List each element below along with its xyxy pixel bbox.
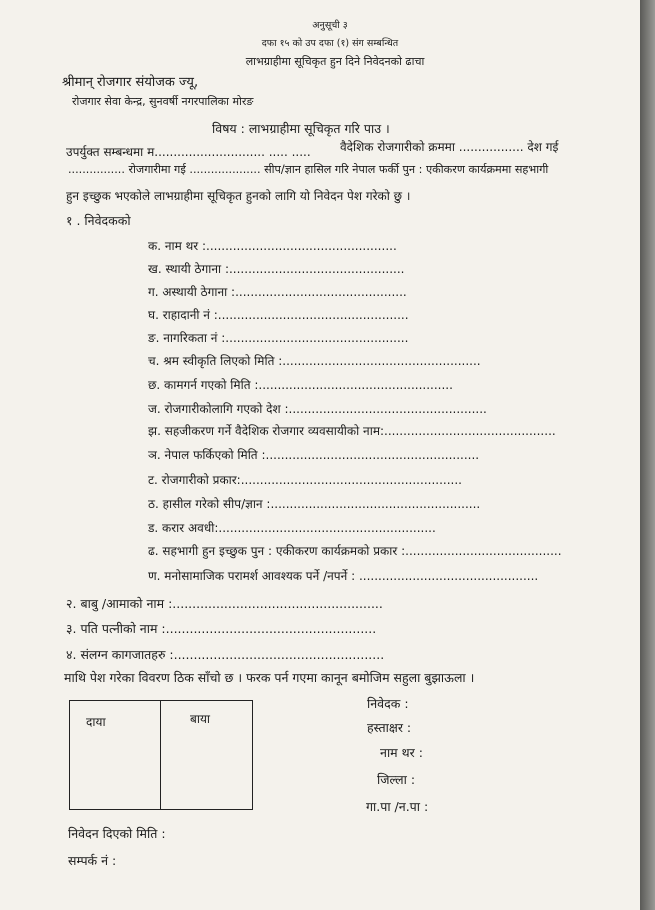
- application-date: निवेदन दिएको मिति :: [68, 826, 166, 841]
- body-line-2: ................ रोजगारीमा गई .................... सीप/ज्ञान हासिल गरि नेपाल फर्की पुन : एकीकरण कार्यक्रममा सहभागी: [68, 163, 549, 176]
- field-departure-date: छ. कामगर्न गएको मिति :...................................................: [148, 378, 453, 392]
- rule-reference: दफा १५ को उप दफा (१) संग सम्बन्धित: [261, 38, 399, 49]
- schedule-label: अनुसूची ३: [312, 20, 348, 31]
- section-1-title: १ . निवेदकको: [66, 213, 131, 228]
- field-permanent-address: ख. स्थायी ठेगाना :..............................................: [148, 262, 405, 276]
- section-4-attachments: ४. संलग्न कागजातहरु :.....................................................: [66, 647, 385, 662]
- field-labour-permit-date: च. श्रम स्वीकृति लिएको मिति :....................................................: [148, 354, 481, 368]
- field-full-name: क. नाम थर :..................................................: [148, 239, 397, 253]
- thumbprint-box: [69, 700, 253, 810]
- field-psychosocial-counselling: ण. मनोसामाजिक परामर्श आवश्यक पर्ने /नपर्ने : ...............................................: [148, 569, 539, 583]
- right-thumb-label: दाया: [86, 715, 106, 729]
- field-passport-number: घ. राहादानी नं :..................................................: [148, 308, 409, 322]
- field-temporary-address: ग. अस्थायी ठेगाना :.............................................: [148, 285, 407, 299]
- applicant-signature: हस्ताक्षर :: [367, 720, 412, 735]
- contact-number: सम्पर्क नं :: [68, 853, 117, 868]
- applicant-heading: निवेदक :: [367, 696, 409, 711]
- field-destination-country: ज. रोजगारीकोलागि गएको देश :....................................................: [148, 402, 487, 416]
- body-line-1b: वैदेशिक रोजगारीको क्रममा ................. देश गई: [340, 140, 559, 154]
- field-contract-period: ड. करार अवधी:.........................................................: [148, 521, 436, 535]
- field-citizenship-number: ङ. नागरिकता नं :................................................: [148, 331, 409, 345]
- left-thumb-label: बाया: [190, 712, 211, 726]
- field-skills-acquired: ठ. हासील गरेको सीप/ज्ञान :.......................................................: [148, 497, 481, 511]
- subject-line: विषय : लाभग्राहीमा सूचिकृत गरि पाउ ।: [212, 121, 390, 136]
- applicant-municipality: गा.पा /न.पा :: [366, 799, 429, 814]
- field-reintegration-program: ढ. सहभागी हुन इच्छुक पुन : एकीकरण कार्यक्रमको प्रकार :.........................................: [148, 544, 562, 558]
- applicant-name: नाम थर :: [380, 745, 423, 760]
- body-line-3: हुन इच्छुक भएकोले लाभग्राहीमा सूचिकृत हुनको लागि यो निवेदन पेश गरेको छु ।: [66, 189, 411, 203]
- field-return-date: ञ. नेपाल फर्किएको मिति :........................................................: [148, 448, 480, 462]
- thumbprint-box-divider: [160, 701, 161, 809]
- form-title: लाभग्राहीमा सूचिकृत हुन दिने निवेदनको ढाचा: [245, 55, 425, 68]
- applicant-district: जिल्ला :: [377, 772, 416, 787]
- field-employment-type: ट. रोजगारीको प्रकार:..........................................................: [148, 473, 462, 487]
- section-2-parent-name: २. बाबु /आमाको नाम :.....................................................: [66, 596, 383, 611]
- field-recruiting-agency: झ. सहजीकरण गर्ने वैदेशिक रोजगार व्यवसायीको नाम:.............................................: [148, 424, 556, 438]
- background-edge: [640, 0, 655, 910]
- body-line-1a: उपर्युक्त सम्बन्धमा म............................. ..... .....: [66, 145, 311, 159]
- section-3-spouse-name: ३. पति पत्नीको नाम :.....................................................: [66, 621, 377, 636]
- addressee-line-2: रोजगार सेवा केन्द्र, सुनवर्षी नगरपालिका मोरङ: [72, 95, 254, 108]
- declaration-text: माथि पेश गरेका विवरण ठिक साँचो छ । फरक पर्न गएमा कानून बमोजिम सहुला बुझाऊला ।: [64, 670, 475, 685]
- addressee-line-1: श्रीमान् रोजगार संयोजक ज्यू,: [62, 75, 199, 90]
